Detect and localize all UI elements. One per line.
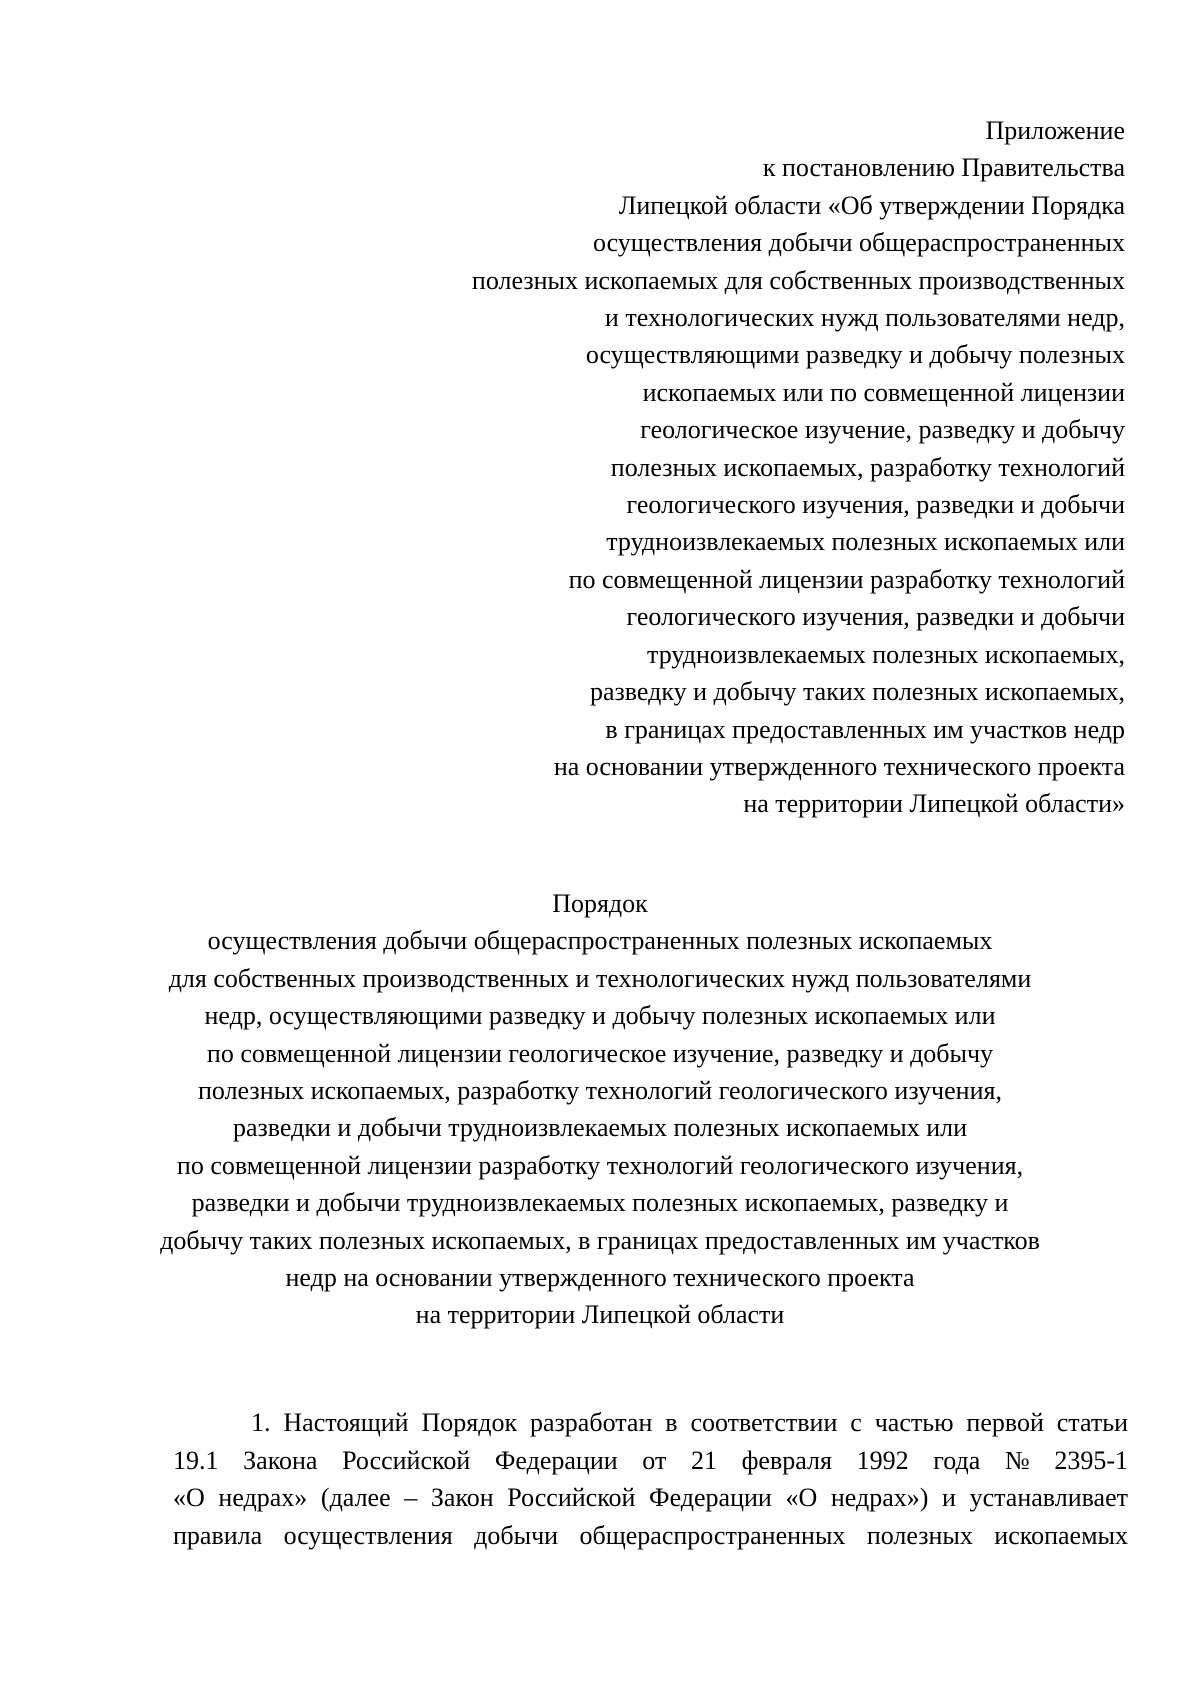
appendix-header [325,112,1125,823]
appendix-line: осуществляющими разведку и добычу полезных [585,340,1125,370]
appendix-line: ископаемых или по совмещенной лицензии [642,377,1125,407]
appendix-line: трудноизвлекаемых полезных ископаемых или [606,527,1125,557]
appendix-line: трудноизвлекаемых полезных ископаемых, [647,639,1125,669]
paragraph-line: «О недрах» (далее – Закон Российской Федерации «О недрах») и устанавливает [173,1483,1128,1512]
appendix-line: геологическое изучение, разведку и добычу [640,415,1125,445]
title-line: по совмещенной лицензии геологическое изучение, разведку и добычу [206,1038,994,1068]
appendix-line: к постановлению Правительства [762,153,1125,183]
title-line: на территории Липецкой области [415,1300,785,1330]
title-line: по совмещенной лицензии разработку технологий геологического изучения, [176,1150,1024,1180]
paragraph-line: 19.1 Закона Российской Федерации от 21 февраля 1992 года № 2395-1 [173,1445,1128,1475]
title-line: полезных ископаемых, разработку технологий геологического изучения, [198,1076,1002,1106]
title-line: добычу таких полезных ископаемых, в границах предоставленных им участков [160,1225,1040,1255]
title-line: недр на основании утвержденного технического проекта [285,1263,915,1293]
title-line: разведки и добычи трудноизвлекаемых полезных ископаемых, разведку и [191,1188,1009,1218]
title-line: разведки и добычи трудноизвлекаемых полезных ископаемых или [233,1113,967,1143]
appendix-line: Приложение [985,116,1125,145]
paragraph-line: правила осуществления добычи общераспространенных полезных ископаемых [173,1520,1128,1550]
appendix-line: разведку и добычу таких полезных ископаемых, [589,677,1125,707]
appendix-line: в границах предоставленных им участков недр [605,714,1125,744]
title-line: недр, осуществляющими разведку и добычу полезных ископаемых или [204,1001,996,1031]
paragraph-line: 1. Настоящий Порядок разработан в соответствии с частью первой статьи [251,1408,1128,1437]
appendix-line: осуществления добычи общераспространенных [592,228,1125,258]
appendix-line: по совмещенной лицензии разработку технологий [568,564,1125,594]
appendix-line: на территории Липецкой области» [743,789,1125,819]
appendix-line: на основании утвержденного технического проекта [553,751,1125,781]
appendix-line: и технологических нужд пользователями недр, [604,303,1125,333]
appendix-line: полезных ископаемых для собственных производственных [471,265,1125,295]
paragraph-1 [173,1404,1128,1554]
document-title [0,885,1200,1334]
appendix-line: Липецкой области «Об утверждении Порядка [618,190,1125,220]
title-line: для собственных производственных и технологических нужд пользователями [168,963,1032,993]
appendix-line: геологического изучения, разведки и добычи [626,602,1125,632]
title-line: осуществления добычи общераспространенных полезных ископаемых [207,926,993,956]
title-line: Порядок [552,889,648,918]
appendix-line: полезных ископаемых, разработку технологий [610,452,1125,482]
appendix-line: геологического изучения, разведки и добычи [626,490,1125,520]
